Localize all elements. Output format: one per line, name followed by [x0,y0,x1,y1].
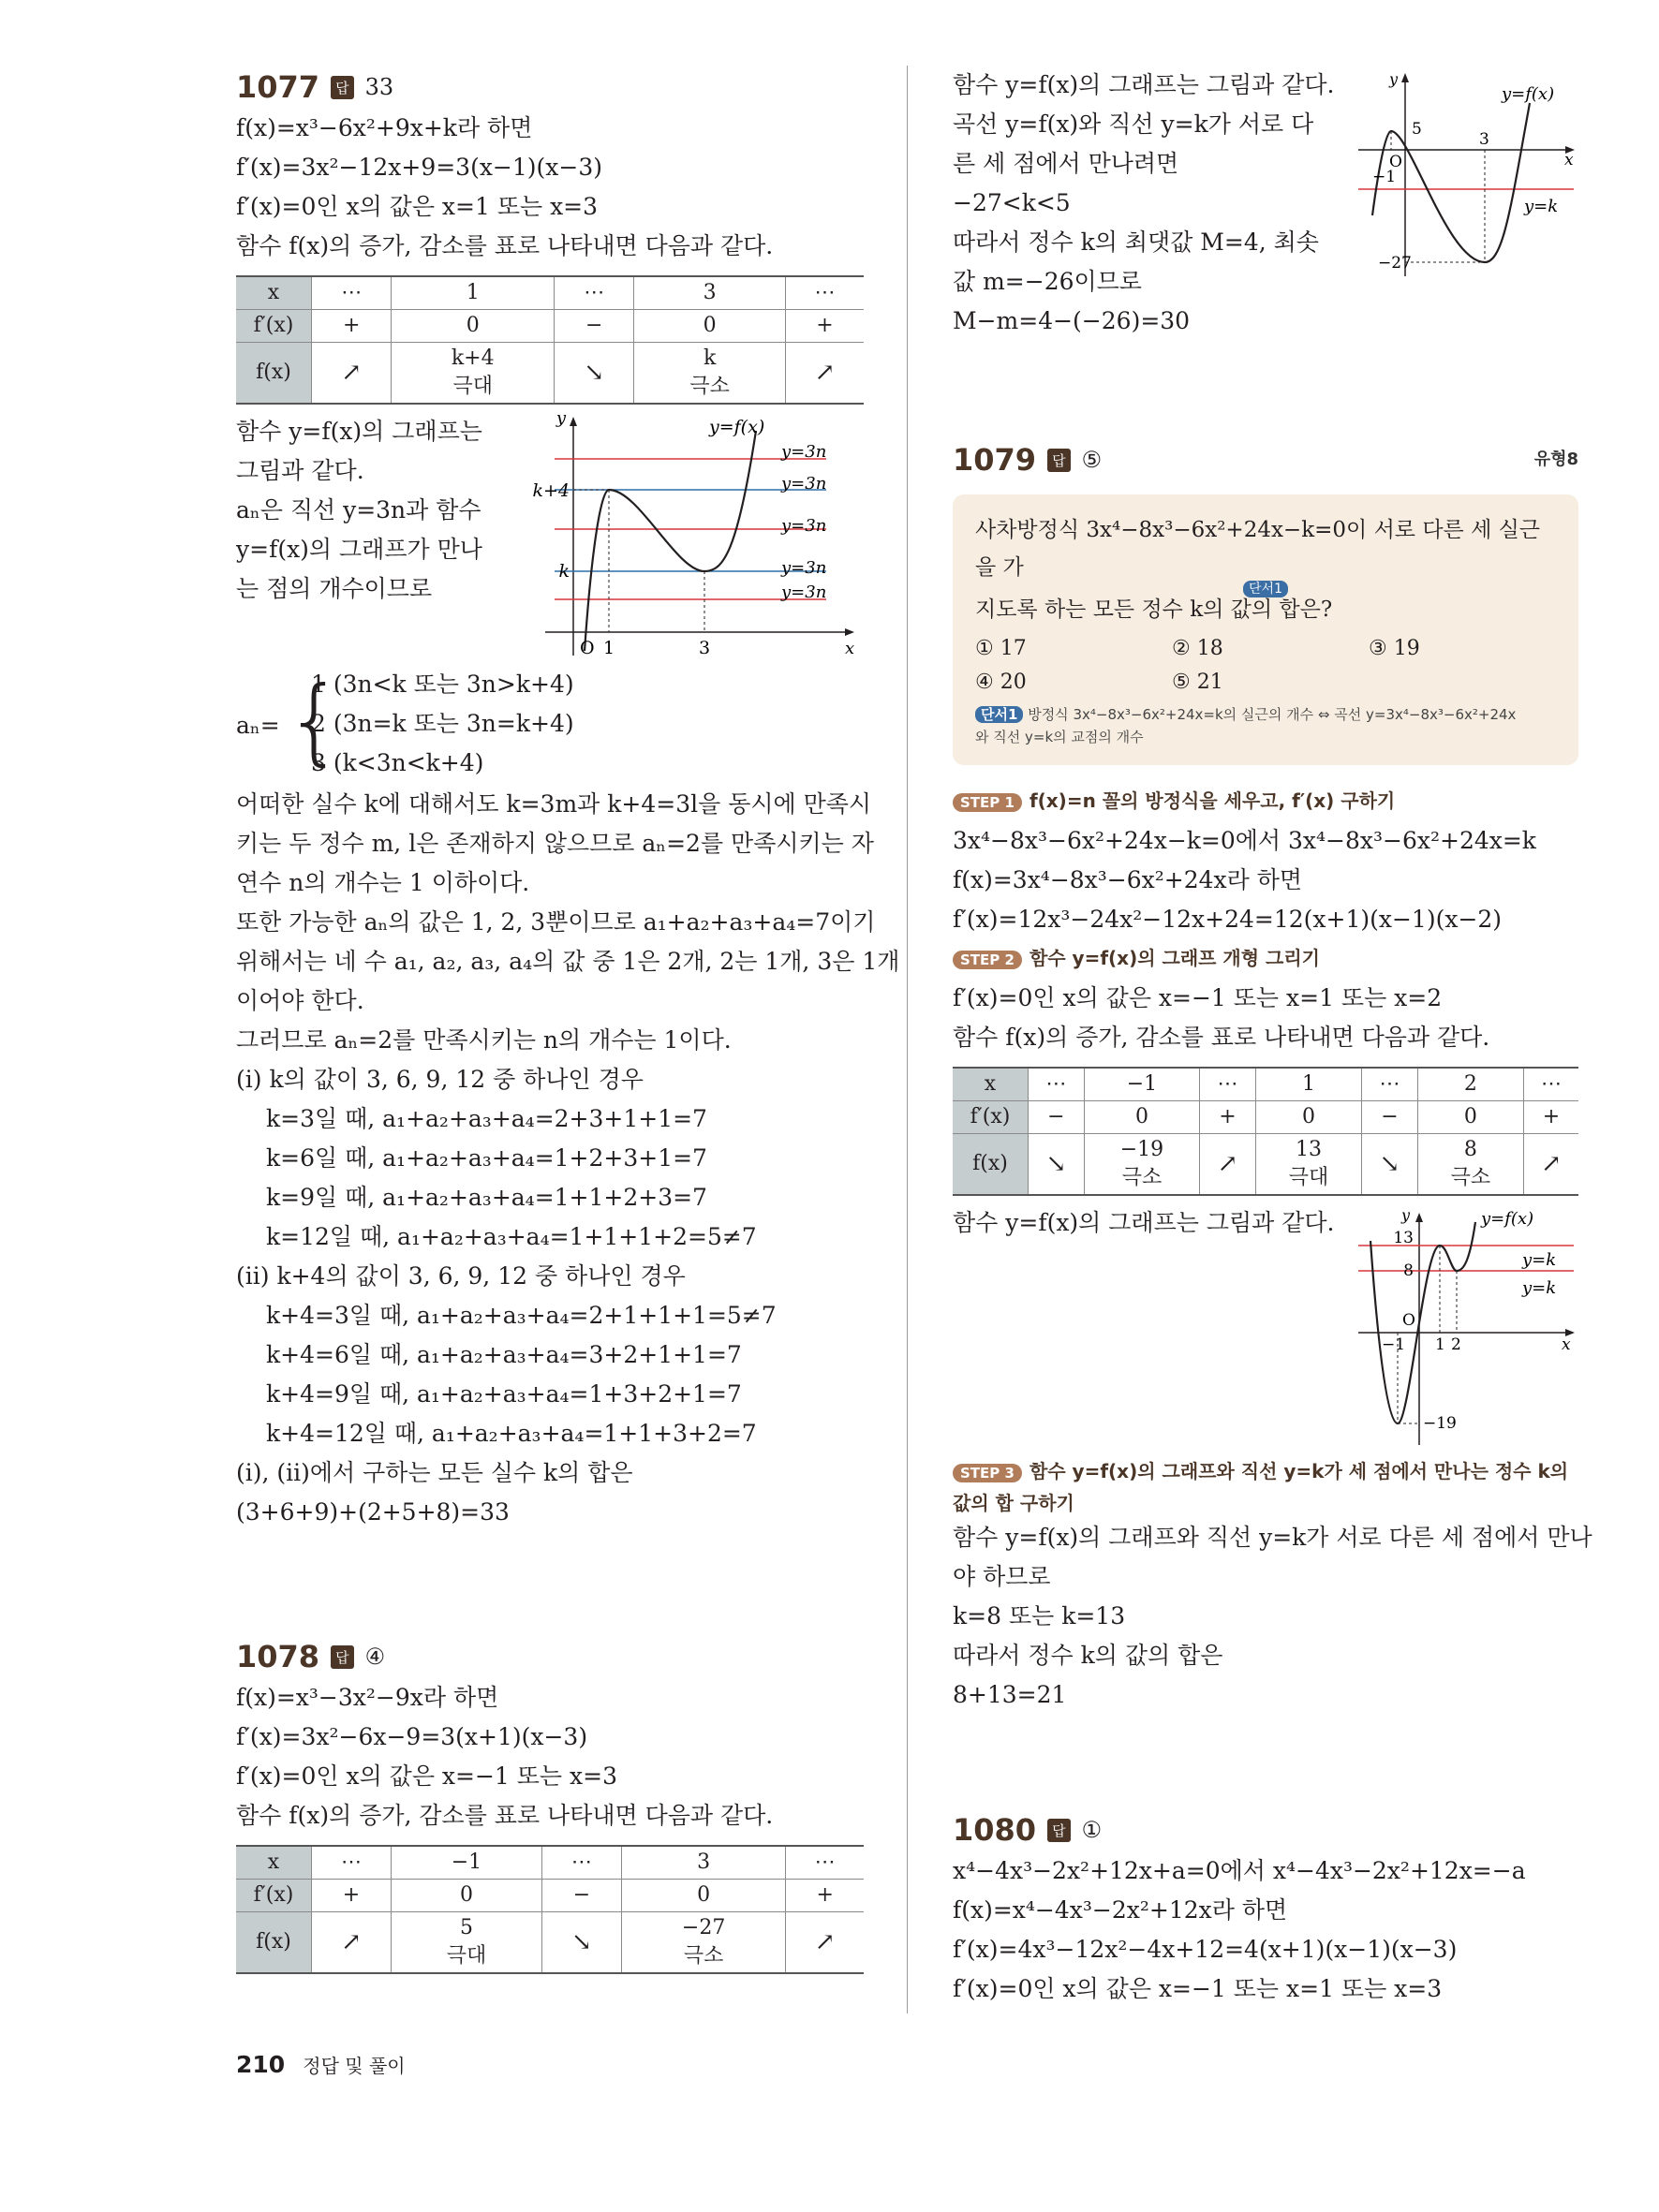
svg-text:8: 8 [1403,1261,1414,1280]
svg-text:y=k: y=k [1522,1278,1557,1298]
table-cell: ⋯ [1523,1068,1578,1101]
svg-text:y=3n: y=3n [781,474,827,494]
table-cell: 8 극소 [1417,1134,1523,1196]
left-column [236,66,900,1982]
answer-tag: 답 [331,1645,354,1669]
table-cell: 0 [1084,1101,1199,1134]
svg-text:x: x [1564,151,1574,170]
text-line: 값 m=−26이므로 [953,268,1142,295]
text-line: 함수 f(x)의 증가, 감소를 표로 나타내면 다음과 같다. [953,1024,1490,1051]
text-line: k=3일 때, a₁+a₂+a₃+a₄=2+3+1+1=7 [266,1105,707,1132]
step-title: 함수 y=f(x)의 그래프 개형 그리기 [1029,947,1320,969]
column-divider [907,66,908,2013]
problem-1077-header [236,66,864,109]
svg-text:−1: −1 [1372,168,1397,186]
svg-text:1: 1 [603,638,615,658]
svg-text:k+4: k+4 [532,480,570,501]
case-heading: (ⅱ) k+4의 값이 3, 6, 9, 12 중 하나인 경우 [236,1262,686,1290]
text-line: 함수 y=f(x)의 그래프는 [236,418,482,445]
increase-decrease-table-1079 [953,1067,1578,1196]
table-cell: + [312,310,392,343]
text-line: k=12일 때, a₁+a₂+a₃+a₄=1+1+1+2=5≠7 [266,1223,757,1250]
svg-text:3: 3 [1479,130,1489,149]
text-line: f(x)=x³−6x²+9x+k라 하면 [236,114,533,141]
choice-5[interactable]: ⑤ 21 [1172,671,1223,694]
text-line: k+4=6일 때, a₁+a₂+a₃+a₄=3+2+1+1=7 [266,1341,742,1368]
graph-block-1079 [953,1203,1578,1456]
text-line: 는 점의 개수이므로 [236,575,433,602]
svg-text:1: 1 [1435,1335,1445,1354]
text-line: f′(x)=3x²−6x−9=3(x+1)(x−3) [236,1723,588,1750]
answer-value: 33 [364,74,394,100]
table-cell: − [1029,1101,1085,1134]
svg-text:k: k [558,561,570,582]
graph-block-1078 [953,66,1578,337]
increase-decrease-table-1077 [236,275,864,405]
cubic-graph-1077 [526,412,864,665]
table-cell: 0 [1417,1101,1523,1134]
piecewise-an [236,665,864,785]
text-line: 함수 f(x)의 증가, 감소를 표로 나타내면 다음과 같다. [236,232,774,259]
table-cell: + [786,1880,864,1912]
text-line: 위해서는 네 수 a₁, a₂, a₃, a₄의 값 중 1은 2개, 2는 1개, 3은 1개 [236,948,900,975]
table-cell: x [953,1068,1029,1101]
svg-text:−27: −27 [1378,254,1412,273]
table-cell: 5 극대 [392,1912,542,1974]
problem-number: 1077 [236,69,320,105]
problem-number: 1078 [236,1639,320,1674]
text-line: 그러므로 aₙ=2를 만족시키는 n의 개수는 1이다. [236,1026,732,1054]
svg-text:−19: −19 [1423,1414,1457,1433]
table-cell: f(x) [236,343,312,405]
text-line: 어떠한 실수 k에 대해서도 k=3m과 k+4=3l을 동시에 만족시 [236,790,872,818]
table-cell: ⋯ [785,276,864,310]
table-cell: k+4 극대 [392,343,555,405]
table-cell: x [236,276,312,310]
arrow-up-icon: ↗ [312,343,392,405]
text-line: (3+6+9)+(2+5+8)=33 [236,1498,510,1526]
right-column [953,66,1592,2009]
text-line: f(x)=3x⁴−8x³−6x²+24x라 하면 [953,866,1303,893]
svg-text:y=3n: y=3n [781,582,827,602]
svg-text:O: O [580,638,595,658]
table-cell: ⋯ [555,276,634,310]
step-1-heading [953,782,1578,821]
step-title: 값의 합 구하기 [953,1492,1074,1514]
hint-text: 와 직선 y=k의 교점의 개수 [975,729,1144,745]
text-line: 연수 n의 개수는 1 이하이다. [236,869,530,896]
table-cell: − [555,310,634,343]
cubic-graph-1078 [1354,66,1578,281]
table-cell: 3 [621,1846,785,1880]
text-line: k=9일 때, a₁+a₂+a₃+a₄=1+1+2+3=7 [266,1184,707,1211]
table-cell: 0 [634,310,786,343]
svg-text:y=f(x): y=f(x) [1481,1209,1534,1229]
table-cell: −1 [1084,1068,1199,1101]
table-cell: + [312,1880,392,1912]
answer-tag: 답 [1047,449,1071,472]
table-cell: f′(x) [953,1101,1029,1134]
text-line: x⁴−4x³−2x²+12x+a=0에서 x⁴−4x³−2x²+12x=−a [953,1857,1526,1884]
svg-text:y=3n: y=3n [781,442,827,462]
text-line: 함수 f(x)의 증가, 감소를 표로 나타내면 다음과 같다. [236,1802,774,1829]
choice-3[interactable]: ③ 19 [1369,637,1420,660]
svg-text:−1: −1 [1382,1335,1406,1354]
answer-tag: 답 [1047,1819,1071,1842]
table-cell: ⋯ [1200,1068,1256,1101]
table-cell: 0 [1255,1101,1361,1134]
text-line: f′(x)=3x²−12x+9=3(x−1)(x−3) [236,154,602,181]
arrow-down-icon: ↘ [1362,1134,1418,1196]
table-cell: x [236,1846,312,1880]
text-line: 키는 두 정수 m, l은 존재하지 않으므로 aₙ=2를 만족시키는 자 [236,830,874,857]
answer-tag: 답 [331,76,354,99]
cubic-curve [585,431,756,651]
text-line: f′(x)=0인 x의 값은 x=−1 또는 x=1 또는 x=2 [953,984,1443,1011]
hint-tag: 단서1 [1243,581,1288,597]
svg-text:y=f(x): y=f(x) [709,417,765,437]
text-line: f′(x)=4x³−12x²−4x+12=4(x+1)(x−1)(x−3) [953,1936,1458,1963]
problem-number: 1080 [953,1812,1037,1848]
text-line: f(x)=x⁴−4x³−2x²+12x라 하면 [953,1896,1288,1924]
table-cell: 13 극대 [1255,1134,1361,1196]
text-line: f′(x)=0인 x의 값은 x=1 또는 x=3 [236,193,599,220]
an-label: aₙ= [236,712,280,739]
choice-4[interactable]: ④ 20 [975,671,1027,694]
svg-text:13: 13 [1393,1229,1414,1247]
svg-text:O: O [1389,153,1402,171]
table-cell: ⋯ [312,1846,392,1880]
svg-text:x: x [845,639,855,658]
table-cell: −1 [392,1846,542,1880]
text-line: M−m=4−(−26)=30 [953,307,1191,334]
problem-1079-header [953,438,1578,481]
text-line: 또한 가능한 aₙ의 값은 1, 2, 3뿐이므로 a₁+a₂+a₃+a₄=7이기 [236,908,876,936]
text-line: f′(x)=0인 x의 값은 x=−1 또는 x=3 [236,1762,617,1790]
arrow-up-icon: ↗ [312,1912,392,1974]
svg-text:x: x [1562,1335,1571,1354]
svg-text:y=k: y=k [1524,197,1559,216]
case-heading: (ⅰ) k의 값이 3, 6, 9, 12 중 하나인 경우 [236,1066,644,1093]
text-line: 함수 y=f(x)의 그래프와 직선 y=k가 서로 다른 세 점에서 만나 [953,1524,1592,1551]
hint-text: 방정식 3x⁴−8x³−6x²+24x=k의 실근의 개수 ⇔ 곡선 y=3x⁴−8x³−6x²+24x [1028,706,1517,723]
step-3-heading [953,1456,1578,1518]
step-title: 함수 y=f(x)의 그래프와 직선 y=k가 세 점에서 만나는 정수 k의 [1029,1460,1569,1482]
arrow-up-icon: ↗ [786,1912,864,1974]
text-line: (ⅰ), (ⅱ)에서 구하는 모든 실수 k의 합은 [236,1459,633,1486]
svg-text:2: 2 [1451,1335,1461,1354]
choice-1[interactable]: ① 17 [975,637,1027,660]
table-cell: − [541,1880,621,1912]
cubic-curve [1372,103,1530,262]
arrow-up-icon: ↗ [785,343,864,405]
answer-value: ⑤ [1081,447,1103,473]
svg-text:3: 3 [699,638,711,658]
text-line: 곡선 y=f(x)와 직선 y=k가 서로 다 [953,111,1314,138]
increase-decrease-table-1078 [236,1845,864,1974]
text-line: k=6일 때, a₁+a₂+a₃+a₄=1+2+3+1=7 [266,1144,707,1172]
type-label: 유형8 [1533,450,1578,469]
page-number: 210 [236,2051,286,2078]
table-cell: 0 [392,310,555,343]
answer-value: ① [1081,1817,1103,1843]
step-title: f(x)=n 꼴의 방정식을 세우고, f′(x) 구하기 [1029,789,1396,812]
svg-text:y=3n: y=3n [781,558,827,578]
question-line: 사차방정식 3x⁴−8x³−6x²+24x−k=0이 서로 다른 세 실근을 가 [975,518,1541,580]
text-line: 3x⁴−8x³−6x²+24x−k=0에서 3x⁴−8x³−6x²+24x=k [953,827,1536,854]
svg-text:y: y [1400,1206,1410,1224]
graph-block-1077 [236,412,864,665]
svg-text:y=3n: y=3n [781,516,827,536]
question-line: 지도록 하는 모든 정수 k의 값의 합은? [975,597,1333,622]
table-cell: ⋯ [1029,1068,1085,1101]
text-line: 8+13=21 [953,1681,1067,1708]
table-cell: 1 [392,276,555,310]
svg-text:y: y [555,412,566,428]
text-line: 따라서 정수 k의 값의 합은 [953,1642,1223,1669]
text-line: −27<k<5 [953,189,1071,216]
problem-1078-header [236,1635,864,1678]
problem-number: 1079 [953,442,1037,478]
quartic-curve [1370,1222,1475,1423]
table-cell: 1 [1255,1068,1361,1101]
text-line: 야 하므로 [953,1563,1051,1590]
table-cell: ⋯ [312,276,392,310]
text-line: k+4=9일 때, a₁+a₂+a₃+a₄=1+3+2+1=7 [266,1380,742,1408]
text-line: 른 세 점에서 만나려면 [953,150,1179,177]
text-line: 함수 y=f(x)의 그래프는 그림과 같다. [953,1209,1335,1236]
table-cell: 0 [621,1880,785,1912]
arrow-down-icon: ↘ [541,1912,621,1974]
table-cell: 3 [634,276,786,310]
problem-box-1079 [953,494,1578,765]
arrow-up-icon: ↗ [1200,1134,1256,1196]
case-line: 2 (3n=k 또는 3n=k+4) [311,710,574,737]
hint [975,703,1556,748]
step-tag: STEP 1 [953,793,1022,812]
table-cell: f′(x) [236,310,312,343]
table-cell: f′(x) [236,1880,312,1912]
table-cell: ⋯ [786,1846,864,1880]
table-cell: f(x) [953,1134,1029,1196]
text-line: 따라서 정수 k의 최댓값 M=4, 최솟 [953,229,1319,256]
choice-2[interactable]: ② 18 [1172,637,1223,660]
brace: { [285,666,345,775]
text-line: 이어야 한다. [236,987,364,1014]
step-tag: STEP 3 [953,1464,1022,1482]
table-cell: 0 [392,1880,542,1912]
table-cell: + [1523,1101,1578,1134]
arrow-up-icon: ↗ [1523,1134,1578,1196]
text-line: 함수 y=f(x)의 그래프는 그림과 같다. [953,71,1335,98]
table-cell: −27 극소 [621,1912,785,1974]
choices [975,632,1556,700]
svg-text:5: 5 [1412,120,1422,139]
text-line: 그림과 같다. [236,457,364,484]
text-line: f(x)=x³−3x²−9x라 하면 [236,1684,499,1711]
footer-label: 정답 및 풀이 [303,2055,406,2077]
table-cell: k 극소 [634,343,786,405]
table-cell: ⋯ [541,1846,621,1880]
text-line: f′(x)=0인 x의 값은 x=−1 또는 x=1 또는 x=3 [953,1975,1443,2002]
text-line: k=8 또는 k=13 [953,1602,1126,1630]
table-cell: f(x) [236,1912,312,1974]
table-cell: −19 극소 [1084,1134,1199,1196]
svg-text:y=f(x): y=f(x) [1502,84,1555,104]
arrow-down-icon: ↘ [1029,1134,1085,1196]
table-cell: + [1200,1101,1256,1134]
case-line: 1 (3n<k 또는 3n>k+4) [311,671,574,698]
table-cell: + [785,310,864,343]
problem-1080-header [953,1808,1578,1851]
text-line: y=f(x)의 그래프가 만나 [236,536,482,563]
step-2-heading [953,939,1578,979]
svg-text:y: y [1388,70,1398,88]
hint-tag: 단서1 [975,706,1023,723]
case-line: 3 (k<3n<k+4) [311,749,484,776]
text-line: aₙ은 직선 y=3n과 함수 [236,496,481,524]
step-tag: STEP 2 [953,951,1022,969]
table-cell: 2 [1417,1068,1523,1101]
table-cell: − [1362,1101,1418,1134]
svg-text:O: O [1402,1311,1415,1330]
text-line: k+4=3일 때, a₁+a₂+a₃+a₄=2+1+1+1=5≠7 [266,1302,777,1329]
arrow-down-icon: ↘ [555,343,634,405]
quartic-graph-1079 [1354,1203,1578,1452]
table-cell: ⋯ [1362,1068,1418,1101]
page-footer [236,2051,406,2078]
answer-value: ④ [364,1644,386,1670]
text-line: k+4=12일 때, a₁+a₂+a₃+a₄=1+1+3+2=7 [266,1420,757,1447]
svg-text:y=k: y=k [1522,1250,1557,1270]
text-line: f′(x)=12x³−24x²−12x+24=12(x+1)(x−1)(x−2) [953,906,1503,933]
